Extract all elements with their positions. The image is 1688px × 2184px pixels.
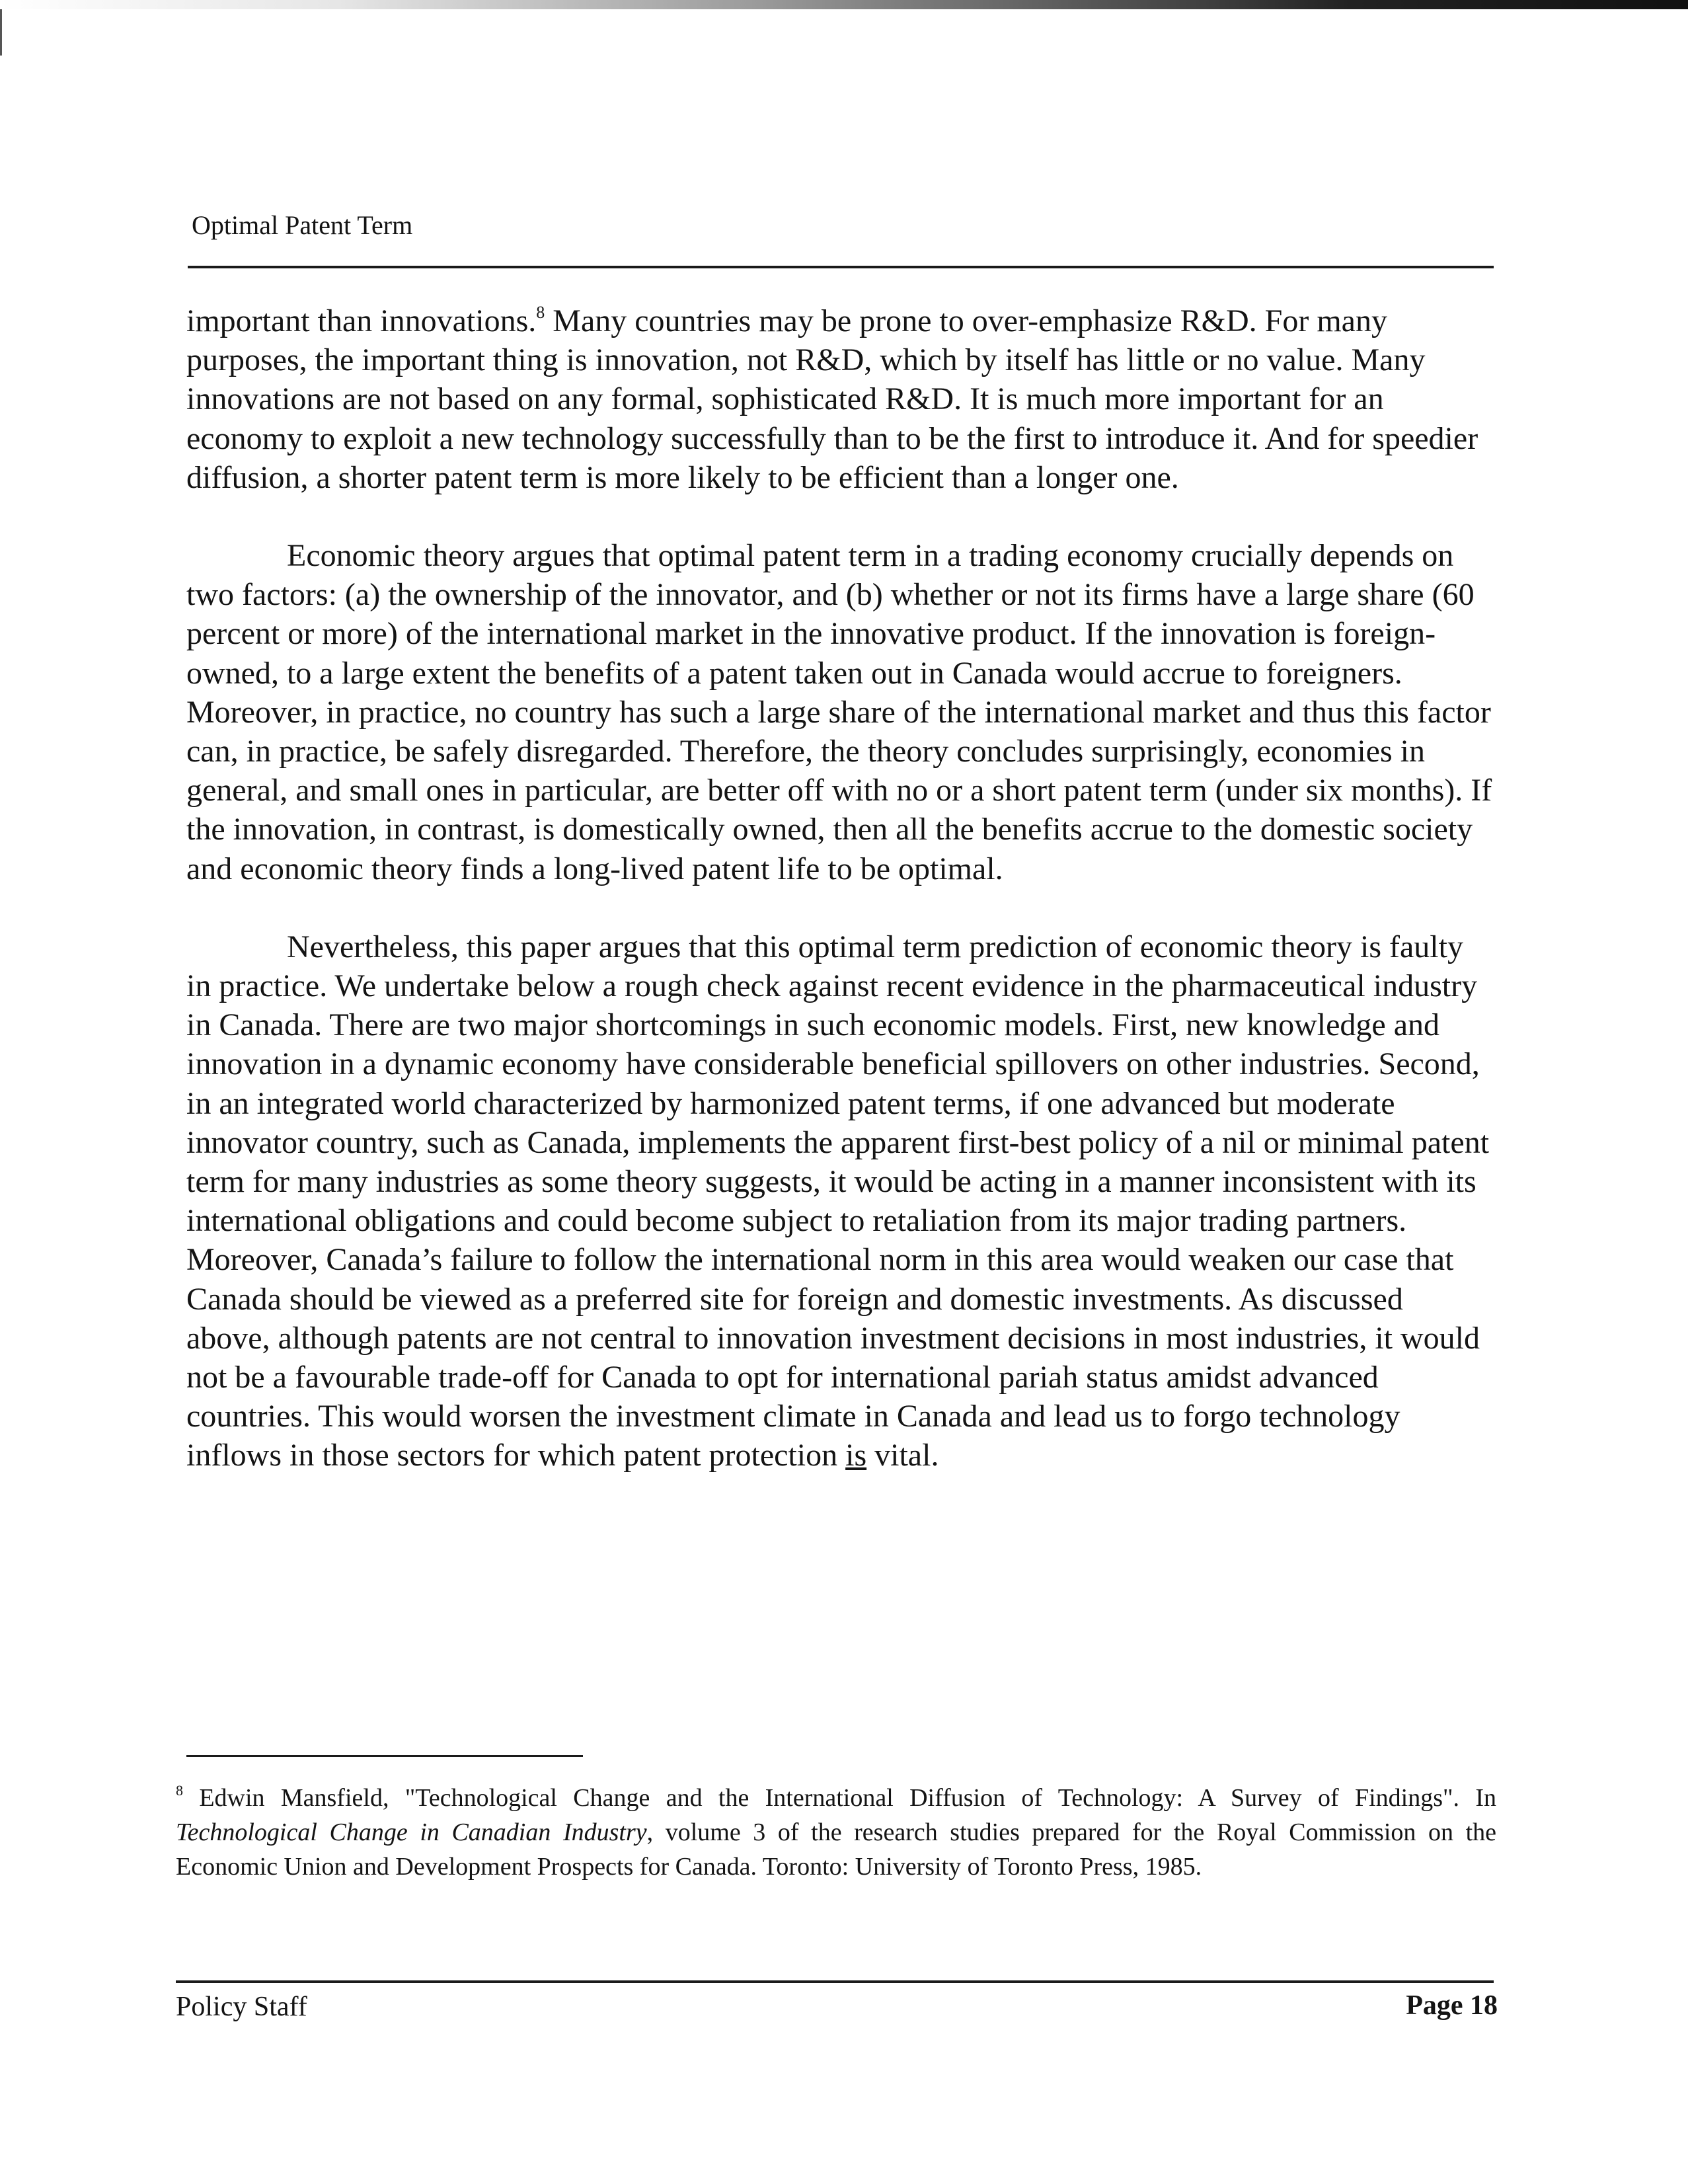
footnote-text-b: , volume 3 of the research studies prepared for the Royal Commission on the Economic Union and Development Prospects for Canada. Toronto: University of Toronto Press, 1985. [176, 1818, 1496, 1881]
paragraph-3-end: vital. [866, 1438, 939, 1473]
footnote-rule [186, 1755, 583, 1757]
running-header: Optimal Patent Term [192, 210, 413, 240]
footnote-book-title: Technological Change in Canadian Industry [176, 1818, 647, 1846]
paragraph-2: Economic theory argues that optimal patent term in a trading economy crucially depends on two factors: (a) the ownership of the innovator, and (b) whether or not its firms have a large share (60 percent or more) of the international market in the innovative product. If the innovation is foreign-owned, to a large extent the benefits of a patent taken out in Canada would accrue to foreigners. Moreover, in practice, no country has such a large share of the international market and thus this factor can, in practice, be safely disregarded. Therefore, the theory concludes surprisingly, economies in general, and small ones in particular, are better off with no or a short patent term (under six months). If the innovation, in contrast, is domestically owned, then all the benefits accrue to the domestic society and economic theory finds a long-lived patent life to be optimal. [186, 538, 1492, 886]
paragraph-3 [186, 927, 1494, 1475]
paragraph-1-rest: Many countries may be prone to over-emphasize R&D. For many purposes, the important thing is innovation, not R&D, which by itself has little or no value. Many innovations are not based on any formal, sophisticated R&D. It is much more important for an economy to exploit a new technology successfully than to be the first to introduce it. And for speedier diffusion, a shorter patent term is more likely to be efficient than a longer one. [186, 303, 1478, 495]
header-rule [188, 266, 1494, 268]
footnote-reference: 8 [536, 303, 545, 322]
paragraph-3-text: Nevertheless, this paper argues that this optimal term prediction of economic theory is faulty in practice. We undertake below a rough check against recent evidence in the pharmaceutical industry in Canada. There are two major shortcomings in such economic models. First, new knowledge and innovation in a dynamic economy have considerable beneficial spillovers on other industries. Second, in an integrated world characterized by harmonized patent terms, if one advanced but moderate innovator country, such as Canada, implements the apparent first-best policy of a nil or minimal patent term for many industries as some theory suggests, it would be acting in a manner inconsistent with its international obligations and could become subject to retaliation from its major trading partners. Moreover, Canada’s failure to follow the international norm in this area would weaken our case that Canada should be viewed as a preferred site for foreign and domestic investments. As discussed above, although patents are not central to innovation investment decisions in most industries, it would not be a favourable trade-off for Canada to opt for international pariah status amidst advanced countries. This would worsen the investment climate in Canada and lead us to forgo technology inflows in those sectors for which patent protection [186, 929, 1490, 1473]
left-scan-mark [0, 9, 2, 56]
body-text [186, 301, 1494, 1514]
footnote-marker: 8 [176, 1782, 183, 1799]
paragraph-1 [186, 301, 1494, 497]
footnote [176, 1781, 1496, 1884]
paragraph-1-start: important than innovations. [186, 303, 537, 338]
footnote-text-a: Edwin Mansfield, "Technological Change and the International Diffusion of Technology: A Survey of Findings". In [183, 1784, 1496, 1812]
footer-rule [176, 1980, 1494, 1983]
top-scan-border [0, 0, 1688, 9]
page-number: Page 18 [1406, 1990, 1498, 2021]
footer-author: Policy Staff [176, 1992, 307, 2022]
emphasis-is: is [845, 1438, 867, 1473]
